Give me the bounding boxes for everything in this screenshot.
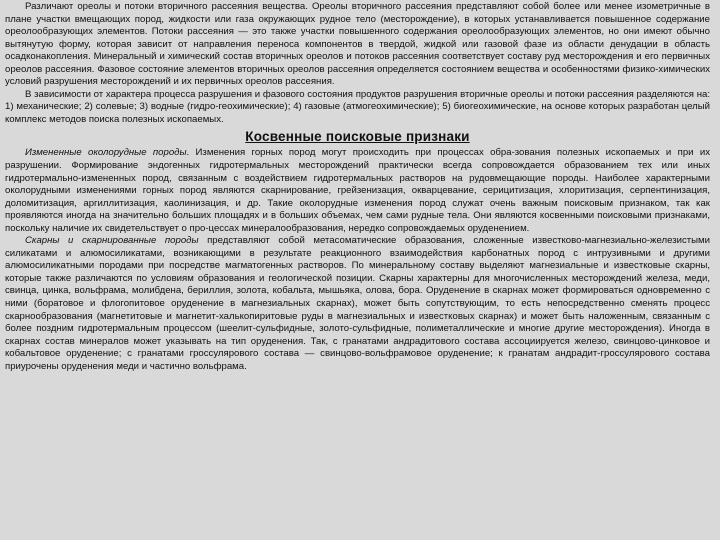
altered-rocks-lead: Измененные околорудные породы <box>25 147 187 159</box>
skarns-text: представляют собой метасоматические образования, сложенные известково-магнезиально-железистыми силикатами и алюмосиликатами, возникающими в результате реакционного взаимодействия карбонатных пород с интрузивными и другими алюмосиликатными породами при посредстве магматогенных растворов. По минеральному составу выделяют магнезиальные и известковые скарны, которые также различаются по условиям образования и геологической позиции. Скарны характерны для многочисленных месторождений железа, меди, свинца, цинка, вольфрама, молибдена, бериллия, золота, кобальта, мышьяка, олова, бора. Оруденение в скарнах может формироваться одновременно с ними (боратовое и флогопитовое оруденение в магнезиальных скарнах), может быть сопутствующим, то есть непосредственно сменять процесс скарнообразования (магнетитовые и магнетит-халькопиритовые руды в магнезиальных и известковых скарнах) и может быть наложенным, связанным с более поздним гидротермальным процессом (шеелит-сульфидные, золото-сульфидные, полиметаллические и многие другие месторождения). Иногда в скарнах состав минералов может указывать на тип оруденения. Так, с гранатами андрадитового состава ассоциируется железо, свинцово-цинковое и кобальтовое оруденение; с гранатами гроссулярового состава — свинцово-вольфрамовое оруденение; к гранатам андрадит-гроссулярового состава приурочены оруденения меди и частично вольфрама. <box>5 235 710 372</box>
section-heading: Косвенные поисковые признаки <box>245 129 470 145</box>
paragraph-halo-types: В зависимости от характера процесса разрушения и фазового состояния продуктов разрушения вторичные ореолы и потоки рассеяния разделяются на: 1) механические; 2) солевые; 3) водные (гидро-геохимические); 4) газовые (атмогеохимические); 5) биогеохимические, на основе которых разработан целый комплекс методов поиска полезных ископаемых. <box>5 88 710 125</box>
altered-rocks-text: . Изменения горных пород могут происходить при процессах обра-зования полезных ископаемых и при их разрушении. Формирование эндогенных гидротермальных месторождений практически всегда сопровождается образованием тех или иных гидротермально-измененных пород, связанным с воздействием гидротермальных растворов на рудовмещающие породы. Наиболее характерными околорудными изменениями горных пород являются скарнирование, грейзенизация, окварцевание, серицитизация, хлоритизация, серпентинизация, доломитизация, аргиллитизация, каолинизация, и др. Такие околорудные изменения пород служат очень важным поисковым признаком, так как проявляются иногда на значительно больших площадях и в больших объемах, чем сами рудные тела. Они являются косвенными поисковыми признаками, поскольку наличие их свидетельствует о про-цессах минералообразования, нередко сопровождаемых оруденением. <box>5 147 710 234</box>
paragraph-altered-rocks <box>5 147 710 235</box>
paragraph-skarns <box>5 235 710 373</box>
paragraph-secondary-halos: Различают ореолы и потоки вторичного рассеяния вещества. Ореолы вторичного рассеяния представляют собой более или менее изометричные в плане участки вмещающих пород, жидкости или газа окружающих рудное тело (месторождение), в которых устанавливается повышенное содержание ореолообразующих элементов. Потоки рассеяния — это также участки повышенного содержания ореолообразующих элементов, но они имеют обычно вытянутую форму, которая зависит от направления переноса компонентов в твердой, жидкой или газовой фазе из области денудации в область осадконакопления. Минеральный и химический состав вторичных ореолов и потоков рассеяния соответствует составу руд месторождения и его первичных ореолов рассеяния. Фазовое состояние элементов вторичных ореолов рассеяния определяется состоянием вещества и особенностями физико-химических условий разрушения месторождений и их первичных ореолов рассеяния. <box>5 1 710 88</box>
skarns-lead: Скарны и скарнированные породы <box>25 235 199 247</box>
